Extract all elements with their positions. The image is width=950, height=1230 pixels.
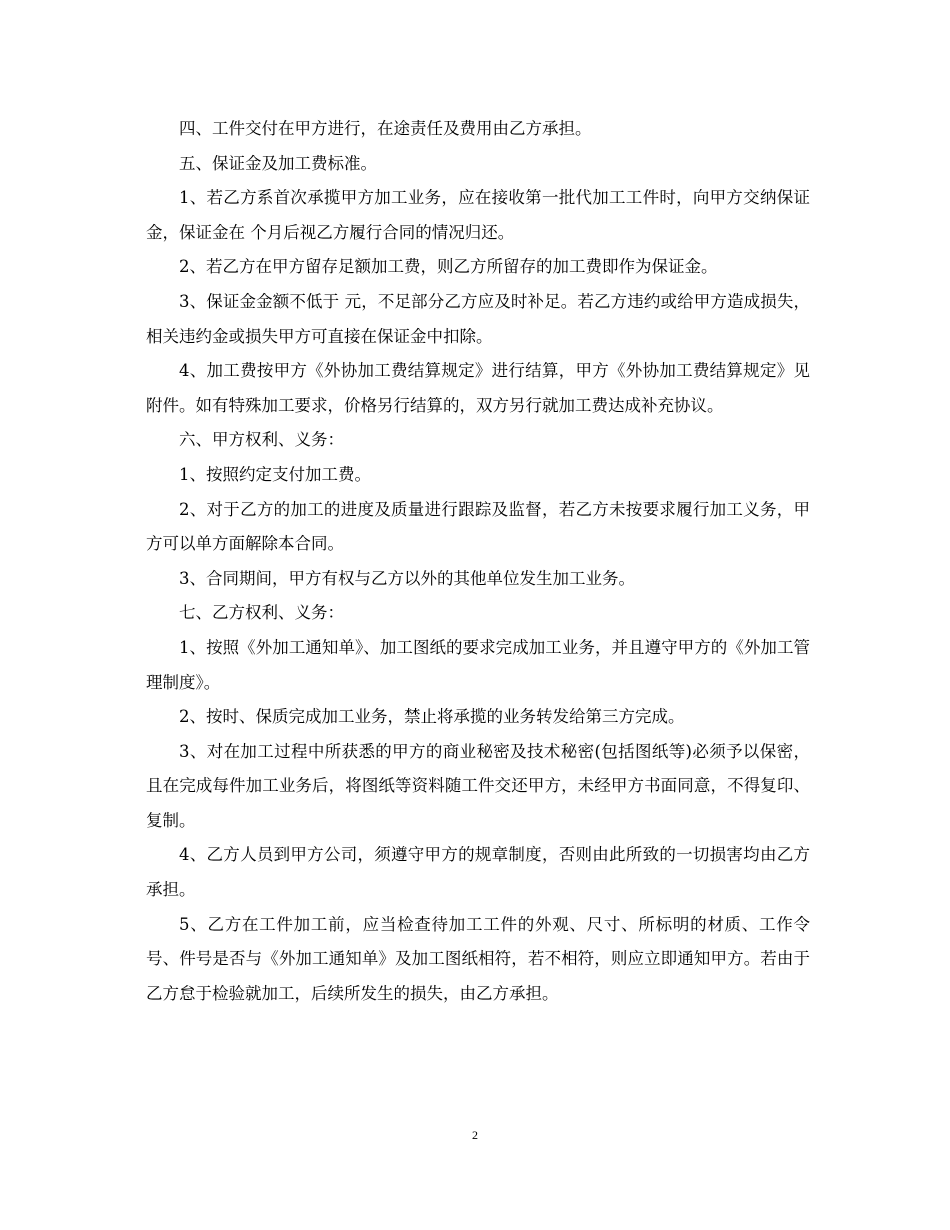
paragraph-5-3: 3、保证金金额不低于 元，不足部分乙方应及时补足。若乙方违约或给甲方造成损失，相关违约金或损失甲方可直接在保证金中扣除。 bbox=[146, 291, 810, 346]
paragraph-5-2: 2、若乙方在甲方留存足额加工费，则乙方所留存的加工费即作为保证金。 bbox=[179, 257, 718, 277]
paragraph-section-6-heading: 六、甲方权利、义务： bbox=[179, 430, 344, 450]
paragraph-7-2: 2、按时、保质完成加工业务，禁止将承揽的业务转发给第三方完成。 bbox=[179, 707, 685, 727]
paragraph-7-4: 4、乙方人员到甲方公司，须遵守甲方的规章制度，否则由此所致的一切损害均由乙方承担。 bbox=[146, 845, 810, 900]
document-body bbox=[146, 112, 810, 1011]
paragraph-6-1: 1、按照约定支付加工费。 bbox=[179, 464, 371, 484]
paragraph-5-1: 1、若乙方系首次承揽甲方加工业务，应在接收第一批代加工工件时，向甲方交纳保证金，保证金在 个月后视乙方履行合同的情况归还。 bbox=[146, 188, 810, 242]
page-number: 2 bbox=[472, 1128, 478, 1142]
paragraph-section-7-heading: 七、乙方权利、义务： bbox=[179, 603, 344, 623]
paragraph-6-2: 2、对于乙方的加工的进度及质量进行跟踪及监督，若乙方未按要求履行加工义务，甲方可以单方面解除本合同。 bbox=[146, 499, 810, 554]
paragraph-5-4: 4、加工费按甲方《外协加工费结算规定》进行结算，甲方《外协加工费结算规定》见附件。如有特殊加工要求，价格另行结算的，双方另行就加工费达成补充协议。 bbox=[146, 361, 810, 415]
paragraph-7-3: 3、对在加工过程中所获悉的甲方的商业秘密及技术秘密(包括图纸等)必须予以保密，且在完成每件加工业务后，将图纸等资料随工件交还甲方，未经甲方书面同意，不得复印、复制。 bbox=[146, 741, 810, 830]
paragraph-7-1: 1、按照《外加工通知单》、加工图纸的要求完成加工业务，并且遵守甲方的《外加工管理制度》。 bbox=[146, 637, 810, 692]
paragraph-section-4: 四、工件交付在甲方进行，在途责任及费用由乙方承担。 bbox=[179, 119, 592, 138]
paragraph-7-5: 5、乙方在工件加工前，应当检查待加工工件的外观、尺寸、所标明的材质、工作令号、件号是否与《外加工通知单》及加工图纸相符，若不相符，则应立即通知甲方。若由于乙方怠于检验就加工，后续所发生的损失，由乙方承担。 bbox=[146, 914, 810, 1003]
paragraph-section-5-heading: 五、保证金及加工费标准。 bbox=[179, 153, 377, 173]
paragraph-6-3: 3、合同期间，甲方有权与乙方以外的其他单位发生加工业务。 bbox=[179, 568, 635, 588]
